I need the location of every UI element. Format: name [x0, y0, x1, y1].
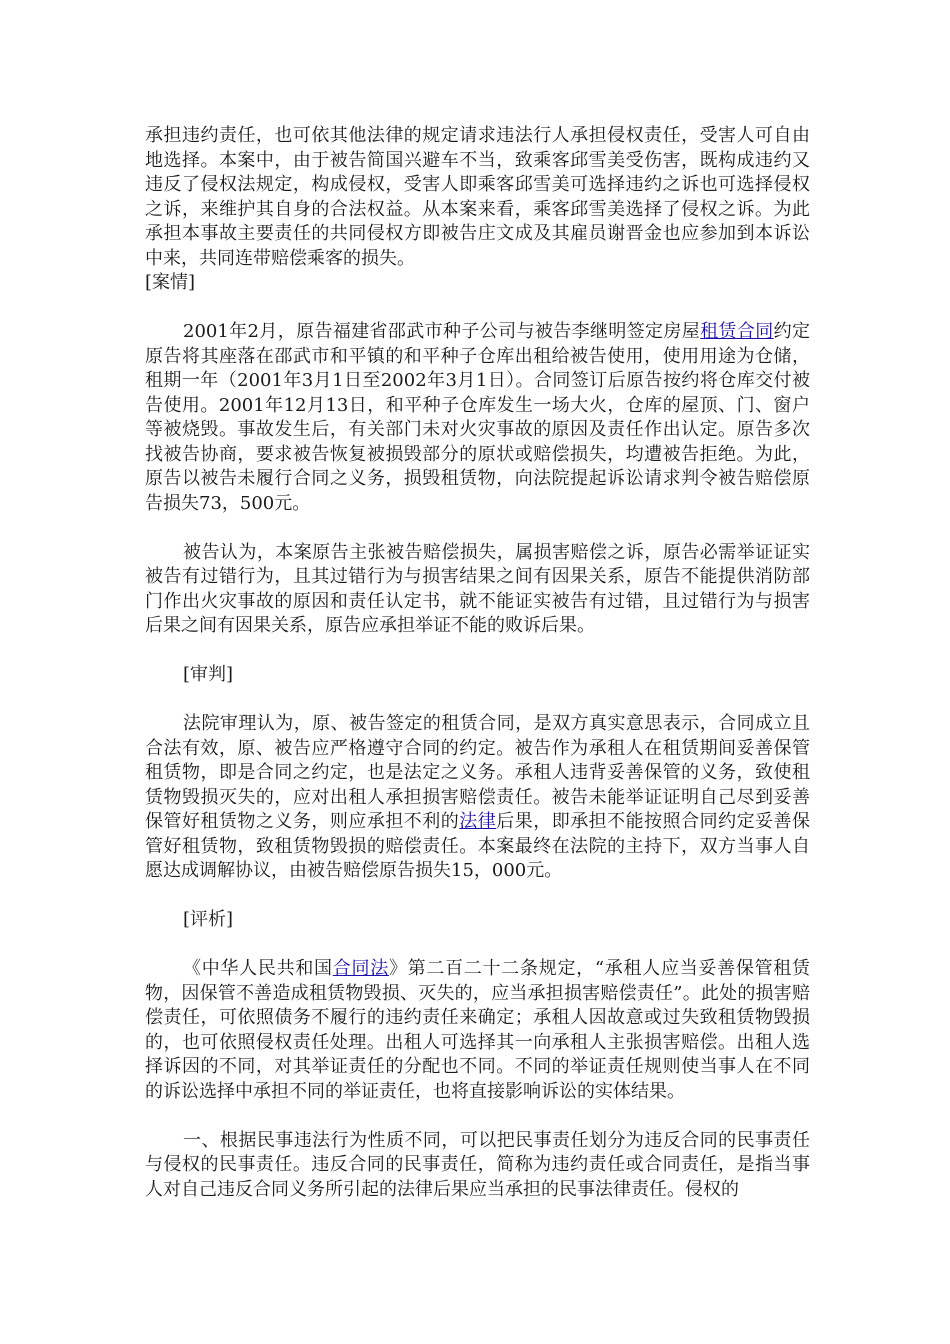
document-body [145, 124, 810, 1202]
spacer [145, 516, 810, 541]
spacer [145, 296, 810, 321]
analysis-paragraph-1-text-a: 《中华人民共和国 [183, 958, 333, 979]
case-paragraph-2: 被告认为，本案原告主张被告赔偿损失，属损害赔偿之诉，原告必需举证证实被告有过错行为，且其过错行为与损害结果之间有因果关系，原告不能提供消防部门作出火灾事故的原因和责任认定书，就不能证实被告有过错，且过错行为与损害后果之间有因果关系，原告应承担举证不能的败诉后果。 [145, 541, 810, 636]
spacer [145, 884, 810, 909]
case-heading: [案情] [145, 272, 196, 293]
analysis-paragraph-1-text-b: 》第二百二十二条规定，“承租人应当妥善保管租赁物，因保管不善造成租赁物毁损、灭失的，应当承担损害赔偿责任”。此处的损害赔偿责任，可依照债务不履行的违约责任来确定；承租人因故意或过失致租赁物毁损的，也可依照侵权责任处理。出租人可选择其一向承租人主张损害赔偿。出租人选择诉因的不同，对其举证责任的分配也不同。不同的举证责任规则使当事人在不同的诉讼选择中承担不同的举证责任，也将直接影响诉讼的实体结果。 [145, 958, 811, 1102]
spacer [145, 688, 810, 713]
law-link[interactable]: 法律 [459, 811, 497, 832]
analysis-paragraph-1 [145, 957, 810, 1104]
judgment-paragraph-text-b: 后果，即承担不能按照合同约定妥善保管好租赁物，致租赁物毁损的赔偿责任。本案最终在法院的主持下，双方当事人自愿达成调解协议，由被告赔偿原告损失15，000元。 [145, 811, 811, 881]
judgment-paragraph-text-a: 法院审理认为，原、被告签定的租赁合同，是双方真实意思表示，合同成立且合法有效，原、被告应严格遵守合同的约定。被告作为承租人在租赁期间妥善保管租赁物，即是合同之约定，也是法定之义务。承租人违背妥善保管的义务，致使租赁物毁损灭失的，应对出租人承担损害赔偿责任。被告未能举证证明自己尽到妥善保管好租赁物之义务，则应承担不利的 [145, 713, 810, 832]
case-paragraph-1-text-b: 约定原告将其座落在邵武市和平镇的和平种子仓库出租给被告使用，使用用途为仓储，租期一年（2001年3月1日至2002年3月1日）。合同签订后原告按约将仓库交付被告使用。2001年12月13日，和平种子仓库发生一场大火，仓库的屋顶、门、窗户等被烧毁。事故发生后，有关部门未对火灾事故的原因及责任作出认定。原告多次找被告协商，要求被告恢复被损毁部分的原状或赔偿损失，均遭被告拒绝。为此，原告以被告未履行合同之义务，损毁租赁物，向法院提起诉讼请求判令被告赔偿原告损失73，500元。 [145, 321, 811, 514]
analysis-heading: [评析] [183, 909, 234, 930]
spacer [145, 639, 810, 664]
analysis-paragraph-2: 一、根据民事违法行为性质不同，可以把民事责任划分为违反合同的民事责任与侵权的民事责任。违反合同的民事责任，简称为违约责任或合同责任，是指当事人对自己违反合同义务所引起的法律后果应当承担的民事法律责任。侵权的 [145, 1129, 810, 1200]
intro-paragraph: 承担违约责任，也可依其他法律的规定请求违法行人承担侵权责任，受害人可自由地选择。本案中，由于被告简国兴避车不当，致乘客邱雪美受伤害，既构成违约又违反了侵权法规定，构成侵权，受害人即乘客邱雪美可选择违约之诉也可选择侵权之诉，来维护其自身的合法权益。从本案来看，乘客邱雪美选择了侵权之诉。为此承担本事故主要责任的共同侵权方即被告庄文成及其雇员谢晋金也应参加到本诉讼中来，共同连带赔偿乘客的损失。 [145, 125, 810, 269]
spacer [145, 1104, 810, 1129]
contract-law-link[interactable]: 合同法 [332, 958, 389, 979]
lease-contract-link[interactable]: 租赁合同 [700, 321, 774, 342]
case-paragraph-1-text-a: 2001年2月，原告福建省邵武市种子公司与被告李继明签定房屋 [183, 321, 701, 342]
spacer [145, 933, 810, 958]
case-paragraph-1 [145, 320, 810, 516]
judgment-paragraph [145, 712, 810, 884]
judgment-heading: [审判] [183, 664, 234, 685]
